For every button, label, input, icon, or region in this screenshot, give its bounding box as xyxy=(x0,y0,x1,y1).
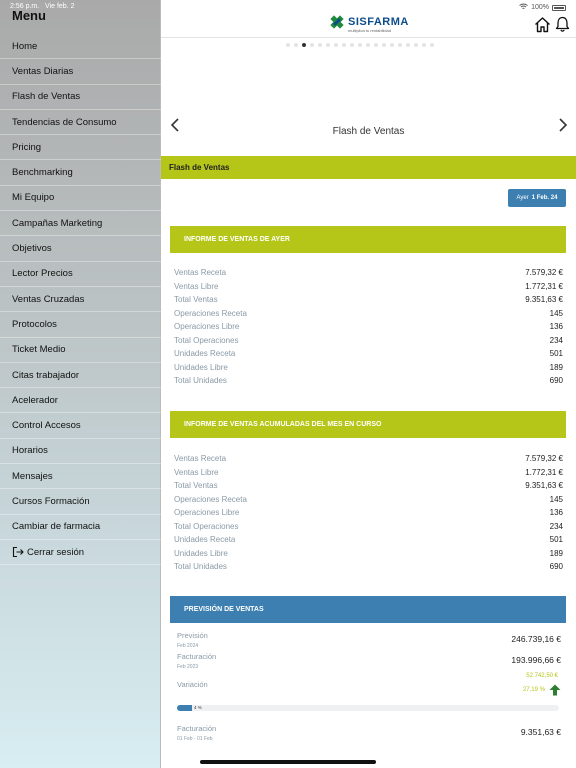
report-row xyxy=(174,374,563,388)
brand-logo xyxy=(329,14,409,35)
report-row xyxy=(174,479,563,493)
sales-progress-bar xyxy=(177,705,559,711)
variacion-percent: 27,19 % xyxy=(522,687,545,693)
sidebar-item-label: Flash de Ventas xyxy=(12,91,81,103)
row-value: 1.772,31 € xyxy=(525,467,563,477)
report-row xyxy=(174,307,563,321)
report-row xyxy=(174,493,563,507)
sidebar-item-label: Control Accesos xyxy=(12,420,81,432)
report-row xyxy=(174,533,563,547)
yesterday-report-list xyxy=(174,266,563,388)
sidebar-menu xyxy=(0,0,161,768)
status-time: 2:56 p.m. xyxy=(10,3,40,10)
home-icon[interactable] xyxy=(534,16,551,38)
sidebar-item-label: Ventas Diarias xyxy=(12,65,74,77)
chevron-right-icon xyxy=(556,120,570,137)
row-value: 7.579,32 € xyxy=(525,268,563,278)
sidebar-item-ventas-diarias[interactable] xyxy=(0,59,161,84)
sidebar-item-acelerador[interactable] xyxy=(0,388,161,413)
row-value: 234 xyxy=(549,521,563,531)
page-dot[interactable] xyxy=(374,43,378,47)
status-indicators xyxy=(519,3,566,12)
report-row xyxy=(174,506,563,520)
forecast-facturacion xyxy=(177,652,216,670)
report-row xyxy=(174,280,563,294)
page-dot[interactable] xyxy=(398,43,402,47)
report-row xyxy=(174,560,563,574)
sidebar-item-tendencias-de-consumo[interactable] xyxy=(0,110,161,135)
current-label: Facturación xyxy=(177,724,217,733)
prevision-label: Previsión xyxy=(177,631,208,640)
prevision-period: Feb 2024 xyxy=(177,643,199,649)
logout-icon xyxy=(12,546,24,558)
sidebar-item-label: Cambiar de farmacia xyxy=(12,521,101,533)
page-dot[interactable] xyxy=(382,43,386,47)
row-label: Unidades Libre xyxy=(174,362,228,372)
arrow-up-icon xyxy=(549,684,561,698)
sidebar-item-label: Benchmarking xyxy=(12,167,73,179)
forecast-header: PREVISIÓN DE VENTAS xyxy=(170,596,566,623)
sidebar-item-protocolos[interactable] xyxy=(0,312,161,337)
sidebar-item-label: Protocolos xyxy=(12,318,57,330)
row-label: Ventas Receta xyxy=(174,268,227,278)
sidebar-item-label: Objetivos xyxy=(12,243,52,255)
sidebar-item-label: Acelerador xyxy=(12,394,58,406)
date-badge-value: 1 Feb. 24 xyxy=(531,195,558,201)
sidebar-item-flash-de-ventas[interactable] xyxy=(0,85,161,110)
sidebar-item-ventas-cruzadas[interactable] xyxy=(0,287,161,312)
row-value: 501 xyxy=(549,349,563,359)
sidebar-item-label: Ventas Cruzadas xyxy=(12,293,85,305)
sidebar-item-cambiar-de-farmacia[interactable] xyxy=(0,515,161,540)
facturacion-period: Feb 2023 xyxy=(177,664,199,670)
page-dot[interactable] xyxy=(310,43,314,47)
sidebar-item-citas-trabajador[interactable] xyxy=(0,363,161,388)
row-label: Ventas Libre xyxy=(174,281,219,291)
row-label: Ventas Receta xyxy=(174,454,227,464)
next-section-button[interactable] xyxy=(556,117,570,133)
variacion-label: Variación xyxy=(177,680,208,689)
report-row xyxy=(174,266,563,280)
page-dot[interactable] xyxy=(326,43,330,47)
page-dot[interactable] xyxy=(422,43,426,47)
row-value: 7.579,32 € xyxy=(525,454,563,464)
row-value: 234 xyxy=(549,335,563,345)
wifi-icon xyxy=(519,3,528,12)
sidebar-title: Menu xyxy=(12,8,46,23)
sidebar-item-label: Cerrar sesión xyxy=(27,546,85,558)
sidebar-item-lector-precios[interactable] xyxy=(0,262,161,287)
sidebar-item-control-accesos[interactable] xyxy=(0,413,161,438)
sidebar-item-objetivos[interactable] xyxy=(0,236,161,261)
row-label: Unidades Receta xyxy=(174,535,236,545)
forecast-prevision xyxy=(177,631,208,649)
report-row xyxy=(174,347,563,361)
sidebar-item-label: Mi Equipo xyxy=(12,192,55,204)
row-label: Total Operaciones xyxy=(174,521,239,531)
status-date: Vie feb. 2 xyxy=(45,3,75,10)
sidebar-item-cerrar-sesion[interactable] xyxy=(0,540,161,565)
section-bar: Flash de Ventas xyxy=(161,156,576,179)
sidebar-item-pricing[interactable] xyxy=(0,135,161,160)
sidebar-item-campanas-marketing[interactable] xyxy=(0,211,161,236)
section-title: Flash de Ventas xyxy=(332,126,405,137)
sidebar-item-horarios[interactable] xyxy=(0,439,161,464)
row-value: 189 xyxy=(549,548,563,558)
row-value: 690 xyxy=(549,376,563,386)
report-row xyxy=(174,547,563,561)
home-indicator[interactable] xyxy=(200,760,376,764)
sidebar-item-label: Campañas Marketing xyxy=(12,217,103,229)
battery-icon xyxy=(552,5,566,11)
facturacion-label: Facturación xyxy=(177,652,217,661)
battery-percent: 100% xyxy=(531,4,549,11)
report-row xyxy=(174,361,563,375)
date-badge-label: Ayer xyxy=(516,195,529,201)
page-dot[interactable] xyxy=(414,43,418,47)
current-value: 9.351,63 € xyxy=(520,727,561,737)
row-label: Unidades Receta xyxy=(174,349,236,359)
month-report-list xyxy=(174,452,563,574)
sidebar-item-cursos-formacion[interactable] xyxy=(0,489,161,514)
report-row xyxy=(174,334,563,348)
report-row xyxy=(174,452,563,466)
row-value: 145 xyxy=(549,308,563,318)
row-label: Operaciones Libre xyxy=(174,322,240,332)
page-dot[interactable] xyxy=(286,43,290,47)
row-value: 136 xyxy=(549,508,563,518)
sidebar-item-label: Lector Precios xyxy=(12,268,73,280)
page-dot[interactable] xyxy=(342,43,346,47)
page-dot[interactable] xyxy=(350,43,354,47)
row-value: 501 xyxy=(549,535,563,545)
report-row xyxy=(174,293,563,307)
row-label: Operaciones Receta xyxy=(174,308,247,318)
sidebar-item-label: Pricing xyxy=(12,141,42,153)
sidebar-item-label: Home xyxy=(12,40,38,52)
row-label: Ventas Libre xyxy=(174,467,219,477)
logo-tagline: multiplica tu rentabilidad xyxy=(348,27,391,33)
menu-list xyxy=(0,34,161,565)
row-value: 145 xyxy=(549,494,563,504)
row-label: Operaciones Libre xyxy=(174,508,240,518)
page-indicator[interactable] xyxy=(286,43,434,47)
date-selector-button[interactable] xyxy=(508,189,566,207)
sidebar-item-label: Cursos Formación xyxy=(12,495,90,507)
status-time-date xyxy=(10,3,74,10)
row-label: Total Unidades xyxy=(174,562,227,572)
progress-fill xyxy=(177,705,192,711)
row-label: Unidades Libre xyxy=(174,548,228,558)
page-dot[interactable] xyxy=(366,43,370,47)
row-label: Total Operaciones xyxy=(174,335,239,345)
row-value: 189 xyxy=(549,362,563,372)
row-value: 9.351,63 € xyxy=(525,481,563,491)
row-label: Total Unidades xyxy=(174,376,227,386)
progress-text: 4 % xyxy=(194,705,202,710)
page-dot[interactable] xyxy=(430,43,434,47)
sidebar-item-label: Ticket Medio xyxy=(12,344,66,356)
sidebar-item-label: Horarios xyxy=(12,445,48,457)
forecast-current xyxy=(177,724,216,742)
sidebar-item-benchmarking[interactable] xyxy=(0,160,161,185)
row-label: Total Ventas xyxy=(174,295,218,305)
status-bar xyxy=(0,0,576,14)
page-dot[interactable] xyxy=(302,43,306,47)
logo-cross-icon xyxy=(329,14,345,35)
sidebar-item-label: Mensajes xyxy=(12,470,53,482)
header-actions xyxy=(534,16,570,38)
current-period: 01 Feb - 01 Feb xyxy=(177,736,213,742)
page-dot[interactable] xyxy=(334,43,338,47)
row-value: 690 xyxy=(549,562,563,572)
yesterday-report-header: INFORME DE VENTAS DE AYER xyxy=(170,226,566,253)
row-label: Operaciones Receta xyxy=(174,494,247,504)
sidebar-item-mensajes[interactable] xyxy=(0,464,161,489)
sidebar-item-label: Tendencias de Consumo xyxy=(12,116,117,128)
page-dot[interactable] xyxy=(318,43,322,47)
sidebar-item-home[interactable] xyxy=(0,34,161,59)
sidebar-item-label: Citas trabajador xyxy=(12,369,80,381)
logo-text: SISFARMA xyxy=(348,15,409,28)
variacion-amount: 52.742,50 € xyxy=(526,673,558,679)
row-value: 136 xyxy=(549,322,563,332)
sidebar-item-ticket-medio[interactable] xyxy=(0,338,161,363)
logo-wordmark xyxy=(348,17,409,33)
row-value: 9.351,63 € xyxy=(525,295,563,305)
row-label: Total Ventas xyxy=(174,481,218,491)
page-dot[interactable] xyxy=(358,43,362,47)
page-dot[interactable] xyxy=(406,43,410,47)
page-dot[interactable] xyxy=(294,43,298,47)
month-report-header: INFORME DE VENTAS ACUMULADAS DEL MES EN CURSO xyxy=(170,411,566,438)
bell-icon[interactable] xyxy=(555,16,570,38)
row-value: 1.772,31 € xyxy=(525,281,563,291)
report-row xyxy=(174,520,563,534)
prevision-value: 246.739,16 € xyxy=(511,634,561,644)
sidebar-item-mi-equipo[interactable] xyxy=(0,186,161,211)
page-dot[interactable] xyxy=(390,43,394,47)
facturacion-value: 193.996,66 € xyxy=(511,655,561,665)
report-row xyxy=(174,320,563,334)
report-row xyxy=(174,466,563,480)
